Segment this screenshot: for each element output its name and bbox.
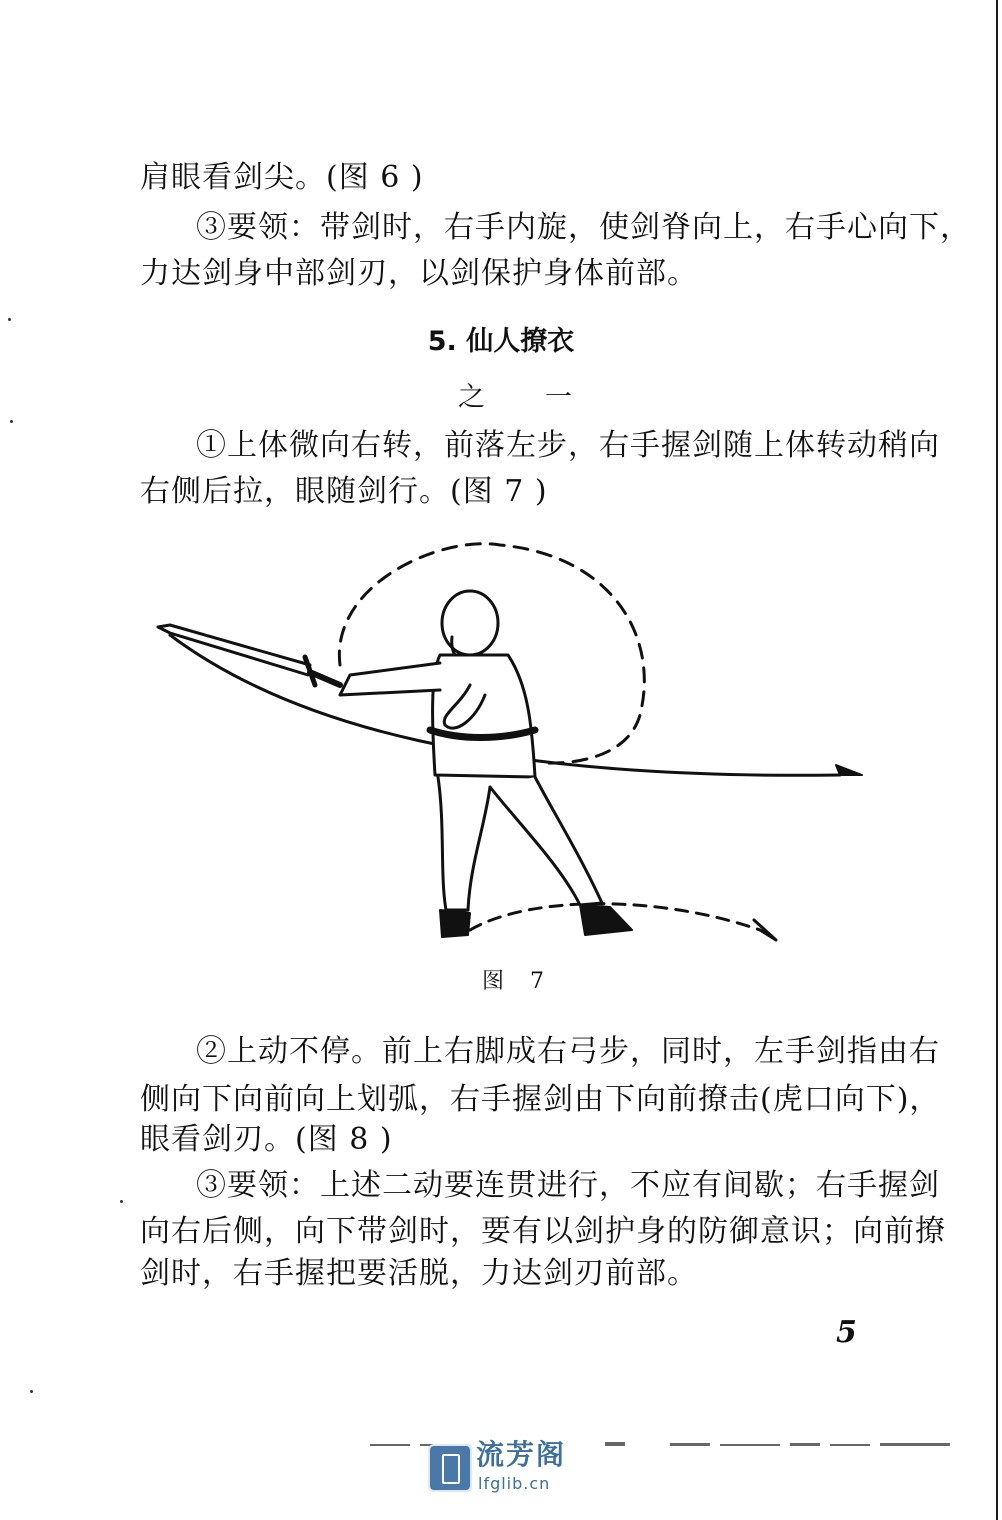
sub-heading [458,378,572,418]
scan-speck [30,1390,33,1393]
figure-right-leg [490,777,602,905]
text-line-3: 力达剑身中部剑刃，以剑保护身体前部。 [140,256,698,291]
text-line-7: 侧向下向前向上划弧，右手握剑由下向前撩击(虎口向下)， [140,1082,941,1117]
scan-speck [8,318,11,321]
watermark-url: lfglib.cn [478,1474,551,1493]
text-line-4: ①上体微向右转，前落左步，右手握剑随上体转动稍向 [196,428,940,463]
page-number: 5 [836,1315,857,1350]
figure-right-shoe [580,905,632,935]
text-line-10: 向右后侧，向下带剑时，要有以剑护身的防御意识；向前撩 [140,1214,946,1249]
text-line-9: ③要领：上述二动要连贯进行，不应有间歇；右手握剑 [196,1168,940,1203]
sub-heading-part-2: 一 [545,382,572,413]
text-line-11: 剑时，右手握把要活脱，力达剑刃前部。 [140,1256,698,1291]
figure-caption-label: 图 [482,969,505,994]
section-heading: 5. 仙人撩衣 [427,326,575,357]
figure-left-shoe [440,910,470,937]
scan-speck [10,420,13,423]
text-line-5: 右侧后拉，眼随剑行。(图 7 ) [140,474,548,509]
figure-left-leg [438,777,490,910]
watermark [426,1436,576,1496]
watermark-title: 流芳阁 [476,1438,567,1471]
page-edge-line [996,0,998,1520]
figure-right-arm [340,663,440,695]
text-line-1: 肩眼看剑尖。(图 6 ) [140,160,424,195]
book-icon [428,1444,472,1492]
figure-7-illustration [140,525,880,955]
scan-speck [120,1200,123,1203]
sub-heading-part-1: 之 [458,382,485,413]
text-line-8: 眼看剑刃。(图 8 ) [140,1122,393,1157]
text-line-2: ③要领：带剑时，右手内旋，使剑脊向上，右手心向下， [196,210,971,245]
figure-head [442,591,498,655]
sword-blade [158,625,310,675]
arc-arrowhead [836,765,862,775]
figure-caption-number: 7 [530,969,545,994]
text-line-6: ②上动不停。前上右脚成右弓步，同时，左手剑指由右 [196,1034,940,1069]
figure-caption [482,965,544,999]
